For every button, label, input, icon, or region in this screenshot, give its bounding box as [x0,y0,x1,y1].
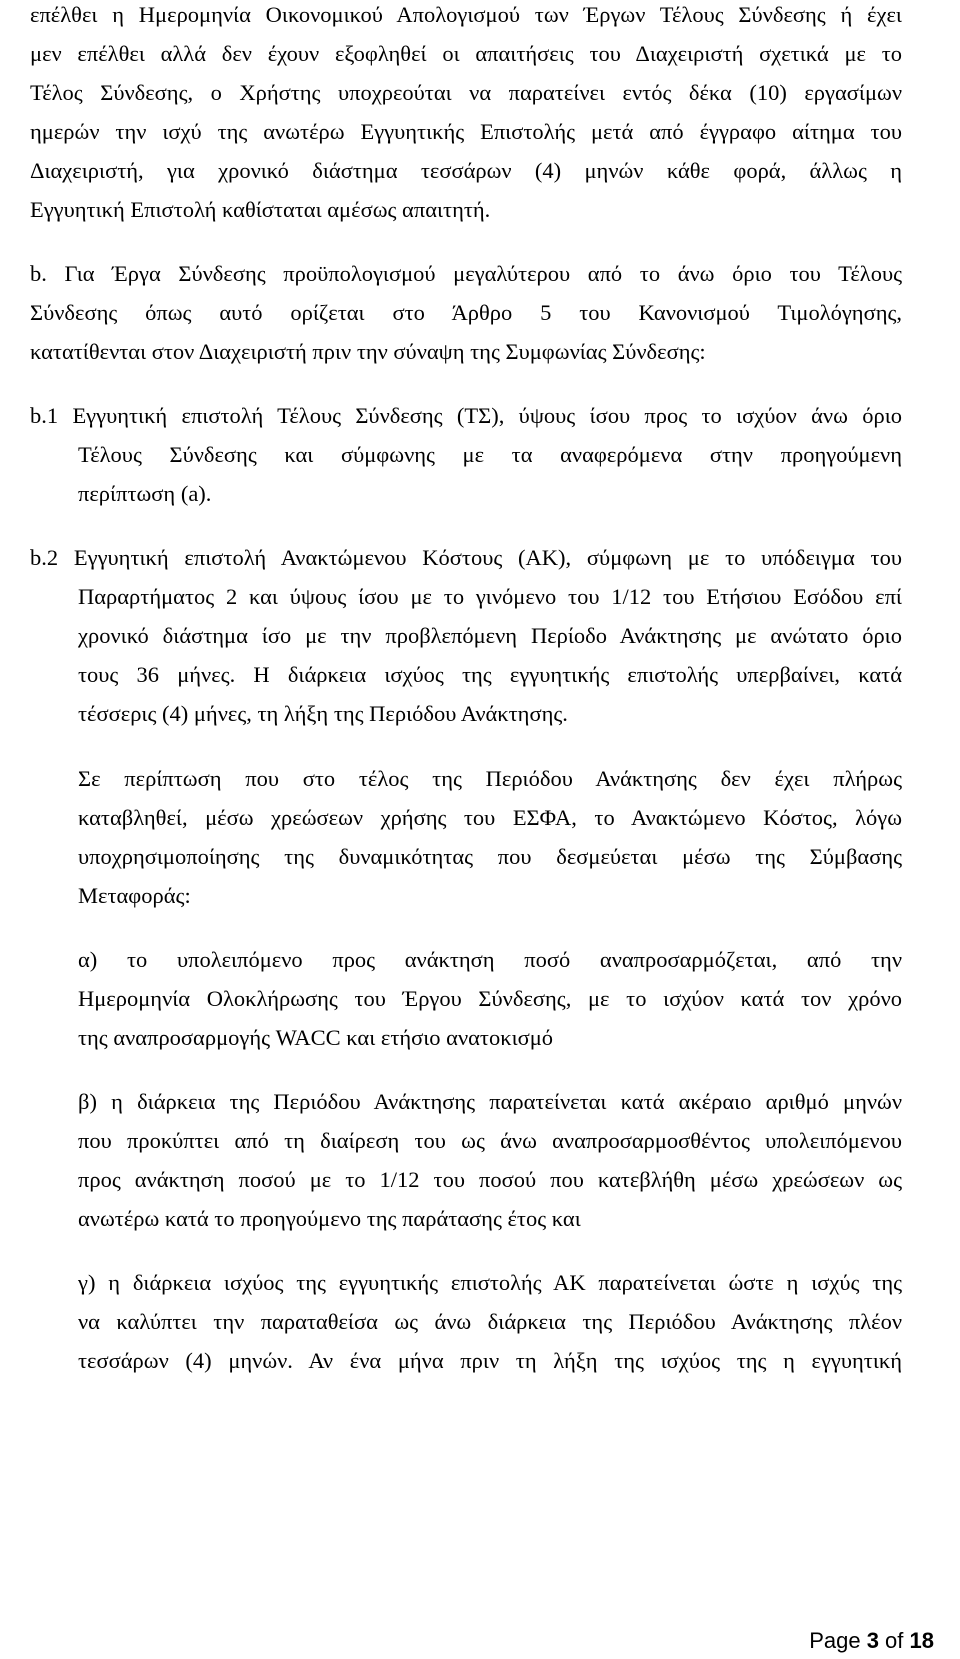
paragraph-line: επέλθει η Ημερομηνία Οικονομικού Απολογισμού των Έργων Τέλους Σύνδεσης ή έχει [30,2,902,27]
paragraph-line: ημερών την ισχύ της ανωτέρω Εγγυητικής Επιστολής μετά από έγγραφο αίτημα του [30,119,902,144]
paragraph-line: καταβληθεί, μέσω χρεώσεων χρήσης του ΕΣΦΑ, το Ανακτώμενο Κόστος, λόγω [78,805,902,830]
page-number-current: 3 [866,1628,879,1653]
paragraph-line: τέσσερις (4) μήνες, τη λήξη της Περιόδου Ανάκτησης. [78,701,568,726]
paragraph-line: τους 36 μήνες. Η διάρκεια ισχύος της εγγυητικής επιστολής υπερβαίνει, κατά [78,662,902,687]
paragraph-line: που προκύπτει από τη διαίρεση του ως άνω αναπροσαρμοσθέντος υπολειπόμενου [78,1128,902,1153]
paragraph-line: Εγγυητική Επιστολή καθίσταται αμέσως απαιτητή. [30,197,491,222]
paragraph-line: να καλύπτει την παραταθείσα ως άνω διάρκεια της Περιόδου Ανάκτησης πλέον [78,1309,902,1334]
page-number-total: 18 [909,1628,934,1653]
paragraph-line: Τέλος Σύνδεσης, ο Χρήστης υποχρεούται να παρατείνει εντός δέκα (10) εργασίμων [30,80,902,105]
paragraph-line: Ημερομηνία Ολοκλήρωσης του Έργου Σύνδεσης, με το ισχύον κατά τον χρόνο [78,986,902,1011]
paragraph-line: b. Για Έργα Σύνδεσης προϋπολογισμού μεγαλύτερου από το άνω όριο του Τέλους [30,261,902,286]
paragraph-line: Σε περίπτωση που στο τέλος της Περιόδου Ανάκτησης δεν έχει πλήρως [78,766,902,791]
paragraph-line: υποχρησιμοποίησης της δυναμικότητας που δεσμεύεται μέσω της Σύμβασης [78,844,902,869]
paragraph-line: κατατίθενται στον Διαχειριστή πριν την σύναψη της Συμφωνίας Σύνδεσης: [30,339,706,364]
paragraph-line: προς ανάκτηση ποσού με το 1/12 του ποσού που κατεβλήθη μέσω χρεώσεων ως [78,1167,902,1192]
paragraph-line: α) το υπολειπόμενο προς ανάκτηση ποσό αναπροσαρμόζεται, από την [78,947,902,972]
paragraph-line: χρονικό διάστημα ίσο με την προβλεπόμενη Περίοδο Ανάκτησης με ανώτατο όριο [78,623,902,648]
paragraph-line: της αναπροσαρμογής WACC και ετήσιο ανατοκισμό [78,1025,554,1050]
paragraph-line: περίπτωση (a). [78,481,212,506]
paragraph-line: τεσσάρων (4) μηνών. Αν ένα μήνα πριν τη λήξη της ισχύος της η εγγυητική [78,1348,902,1373]
paragraph-line: Μεταφοράς: [78,883,191,908]
paragraph-line: Σύνδεσης όπως αυτό ορίζεται στο Άρθρο 5 του Κανονισμού Τιμολόγησης, [30,300,902,325]
paragraph-line: b.1 Εγγυητική επιστολή Τέλους Σύνδεσης (ΤΣ), ύψους ίσου προς το ισχύον άνω όριο [30,403,902,428]
paragraph-line: Τέλους Σύνδεσης και σύμφωνης με τα αναφερόμενα στην προηγούμενη [78,442,902,467]
paragraph-line: Παραρτήματος 2 και ύψους ίσου με το γινόμενο του 1/12 του Ετήσιου Εσόδου επί [78,584,902,609]
paragraph-line: ανωτέρω κατά το προηγούμενο της παράτασης έτος και [78,1206,581,1231]
paragraph-line: β) η διάρκεια της Περιόδου Ανάκτησης παρατείνεται κατά ακέραιο αριθμό μηνών [78,1089,902,1114]
paragraph-line: γ) η διάρκεια ισχύος της εγγυητικής επιστολής ΑΚ παρατείνεται ώστε η ισχύς της [78,1270,902,1295]
page-number-of: of [878,1628,910,1653]
paragraph-line: Διαχειριστή, για χρονικό διάστημα τεσσάρων (4) μηνών κάθε φορά, άλλως η [30,158,902,183]
paragraph-line: b.2 Εγγυητική επιστολή Ανακτώμενου Κόστους (ΑΚ), σύμφωνη με το υπόδειγμα του [30,545,902,570]
page-number-prefix: Page [809,1628,867,1653]
paragraph-line: μεν επέλθει αλλά δεν έχουν εξοφληθεί οι απαιτήσεις του Διαχειριστή σχετικά με το [30,41,902,66]
page-number [809,1630,934,1652]
